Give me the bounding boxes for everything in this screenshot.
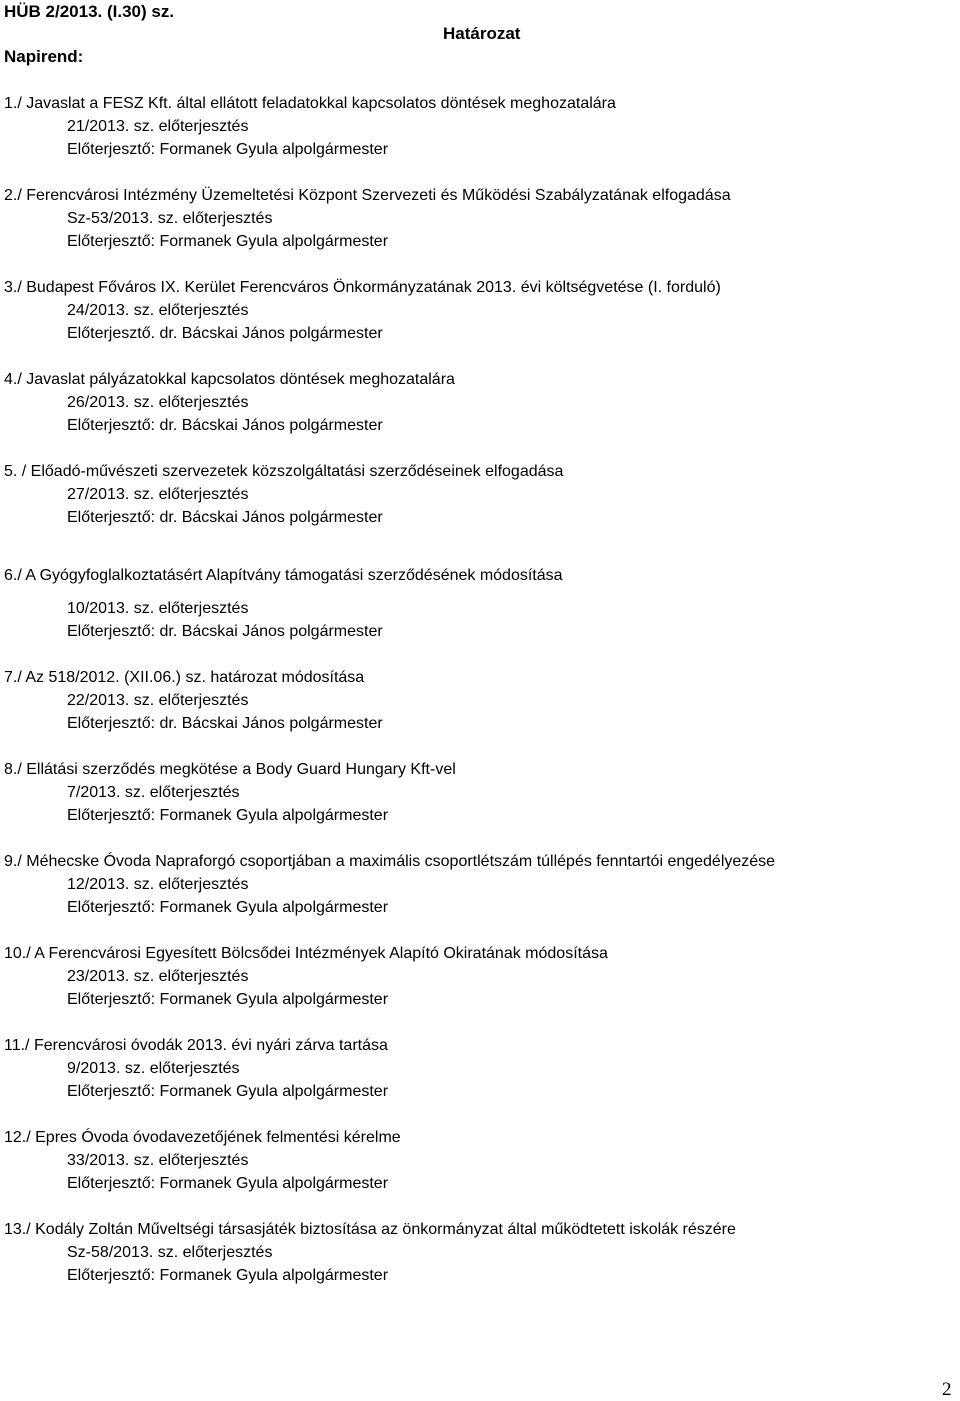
agenda-item-number: 7/2013. sz. előterjesztés bbox=[67, 784, 240, 801]
agenda-item-number: 23/2013. sz. előterjesztés bbox=[67, 968, 249, 985]
agenda-item-presenter: Előterjesztő: Formanek Gyula alpolgármester bbox=[67, 1175, 389, 1192]
agenda-item-number: 27/2013. sz. előterjesztés bbox=[67, 486, 249, 503]
agenda-item-presenter: Előterjesztő: dr. Bácskai János polgármester bbox=[67, 509, 383, 526]
agenda-item-title: 9./ Méhecske Óvoda Napraforgó csoportjában a maximális csoportlétszám túllépés fenntartói engedélyezése bbox=[4, 853, 776, 870]
agenda-item-title: 5. / Előadó-művészeti szervezetek közszolgáltatási szerződéseinek elfogadása bbox=[4, 463, 564, 480]
agenda-item-number: Sz-58/2013. sz. előterjesztés bbox=[67, 1244, 273, 1261]
agenda-item-number: 21/2013. sz. előterjesztés bbox=[67, 118, 249, 135]
agenda-item-title: 3./ Budapest Főváros IX. Kerület Ferencváros Önkormányzatának 2013. évi költségvetése (I. forduló) bbox=[4, 279, 721, 296]
agenda-item-title: 8./ Ellátási szerződés megkötése a Body Guard Hungary Kft-vel bbox=[4, 761, 456, 778]
agenda-item-presenter: Előterjesztő: dr. Bácskai János polgármester bbox=[67, 715, 383, 732]
agenda-item-number: 9/2013. sz. előterjesztés bbox=[67, 1060, 240, 1077]
agenda-item-presenter: Előterjesztő: Formanek Gyula alpolgármester bbox=[67, 1267, 389, 1284]
agenda-item-presenter: Előterjesztő: Formanek Gyula alpolgármester bbox=[67, 899, 389, 916]
agenda-item-presenter: Előterjesztő. dr. Bácskai János polgármester bbox=[67, 325, 383, 342]
agenda-item-title: 1./ Javaslat a FESZ Kft. által ellátott feladatokkal kapcsolatos döntések meghozatalára bbox=[4, 95, 616, 112]
agenda-item-number: 22/2013. sz. előterjesztés bbox=[67, 692, 249, 709]
agenda-item-title: 12./ Epres Óvoda óvodavezetőjének felmentési kérelme bbox=[4, 1129, 401, 1146]
agenda-item-presenter: Előterjesztő: Formanek Gyula alpolgármester bbox=[67, 807, 389, 824]
decision-heading: Határozat bbox=[443, 24, 521, 43]
document-reference: HÜB 2/2013. (I.30) sz. bbox=[4, 2, 175, 21]
agenda-item-title: 10./ A Ferencvárosi Egyesített Bölcsődei Intézmények Alapító Okiratának módosítása bbox=[4, 945, 608, 962]
agenda-item-title: 6./ A Gyógyfoglalkoztatásért Alapítvány támogatási szerződésének módosítása bbox=[4, 567, 563, 584]
agenda-label: Napirend: bbox=[4, 47, 84, 66]
agenda-item-title: 7./ Az 518/2012. (XII.06.) sz. határozat módosítása bbox=[4, 669, 365, 686]
agenda-item-title: 2./ Ferencvárosi Intézmény Üzemeltetési Központ Szervezeti és Működési Szabályzatának elfogadása bbox=[4, 187, 731, 204]
agenda-item-title: 13./ Kodály Zoltán Műveltségi társasjáték biztosítása az önkormányzat által működtetett iskolák részére bbox=[4, 1221, 736, 1238]
agenda-item-presenter: Előterjesztő: Formanek Gyula alpolgármester bbox=[67, 141, 389, 158]
agenda-item-title: 11./ Ferencvárosi óvodák 2013. évi nyári zárva tartása bbox=[4, 1037, 388, 1054]
agenda-item-presenter: Előterjesztő: dr. Bácskai János polgármester bbox=[67, 417, 383, 434]
agenda-item-number: 12/2013. sz. előterjesztés bbox=[67, 876, 249, 893]
agenda-item-number: 33/2013. sz. előterjesztés bbox=[67, 1152, 249, 1169]
agenda-item-presenter: Előterjesztő: Formanek Gyula alpolgármester bbox=[67, 1083, 389, 1100]
agenda-item-number: 24/2013. sz. előterjesztés bbox=[67, 302, 249, 319]
agenda-item-presenter: Előterjesztő: Formanek Gyula alpolgármester bbox=[67, 991, 389, 1008]
agenda-item-number: 10/2013. sz. előterjesztés bbox=[67, 600, 249, 617]
agenda-item-number: 26/2013. sz. előterjesztés bbox=[67, 394, 249, 411]
page-number: 2 bbox=[942, 1379, 952, 1400]
agenda-item-presenter: Előterjesztő: Formanek Gyula alpolgármester bbox=[67, 233, 389, 250]
agenda-item-title: 4./ Javaslat pályázatokkal kapcsolatos döntések meghozatalára bbox=[4, 371, 455, 388]
agenda-item-number: Sz-53/2013. sz. előterjesztés bbox=[67, 210, 273, 227]
agenda-item-presenter: Előterjesztő: dr. Bácskai János polgármester bbox=[67, 623, 383, 640]
